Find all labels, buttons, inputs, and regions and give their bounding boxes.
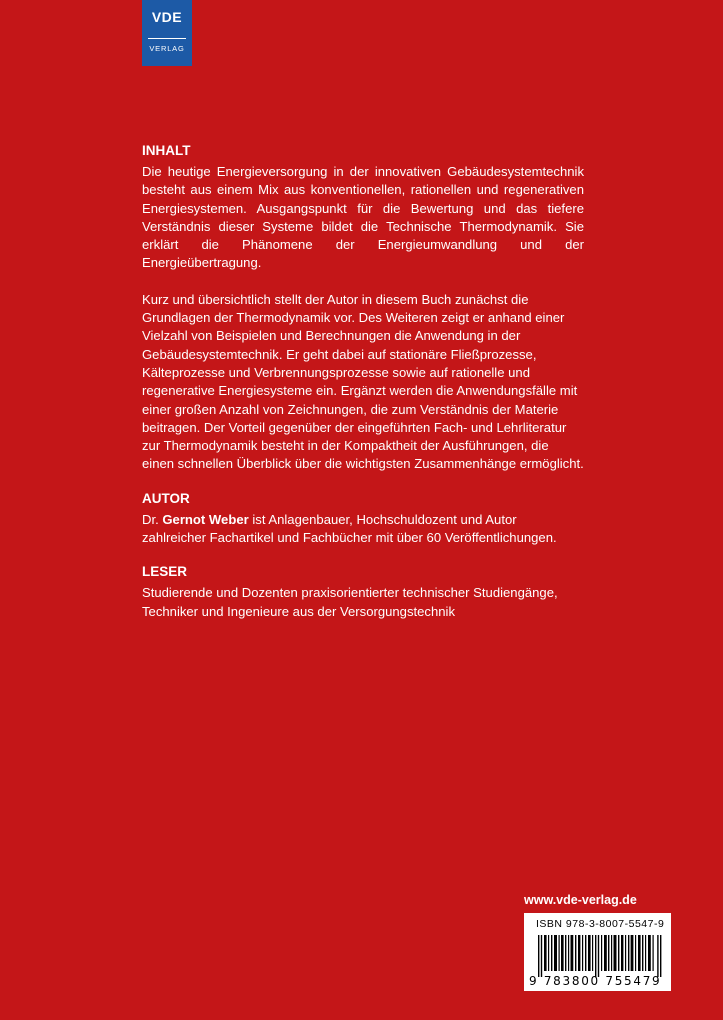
logo-brand: VDE [151,9,183,25]
heading-autor: AUTOR [142,490,190,506]
vde-verlag-logo [142,0,192,66]
leser-paragraph: Studierende und Dozenten praxisorientierter technischer Studiengänge, Techniker und Ingenieure aus der Versorgungstechnik [142,585,558,619]
back-cover-text [142,142,584,621]
autor-paragraph [142,511,584,548]
barcode-digits: 9 783800 755479 [529,974,662,988]
barcode-icon [538,935,662,977]
heading-inhalt: INHALT [142,143,191,158]
logo-divider [148,38,186,39]
heading-leser: LESER [142,564,188,580]
publisher-website: www.vde-verlag.de [524,893,637,907]
autor-prefix: Dr. [142,511,159,527]
isbn-barcode [524,913,671,991]
autor-name: Gernot Weber [162,511,249,527]
logo-sub: VERLAG [149,44,185,53]
inhalt-paragraph-1: Die heutige Energieversorgung in der innovativen Gebäudesystemtechnik besteht aus einem Mix aus konventionellen, rationellen und regenerativen Energiesystemen. Ausgangspunkt für die Bewertung und das tiefere Verständnis dieser Systeme bildet die Technische Thermodynamik. Sie erklärt die Phänomene der Energieumwandlung und der Energieübertragung. [142,164,584,271]
autor-text: ist Anlagenbauer, Hochschuldozent und Autor zahlreicher Fachartikel und Fachbücher mit über 60 Veröffentlichungen. [142,511,557,546]
isbn-number: ISBN 978-3-8007-5547-9 [536,918,665,930]
inhalt-paragraph-2: Kurz und übersichtlich stellt der Autor in diesem Buch zunächst die Grundlagen der Thermodynamik vor. Des Weiteren zeigt er anhand einer Vielzahl von Beispielen und Berechnungen die Anwendung in der Gebäudesystemtechnik. Er geht dabei auf stationäre Fließprozesse, Kälteprozesse und Verbrennungsprozesse sowie auf rationelle und regenerative Energiesysteme ein. Ergänzt werden die Anwendungsfälle mit einer großen Anzahl von Zeichnungen, die zum Verständnis der Materie beitragen. Der Vorteil gegenüber der eingeführten Fach- und Lehrliteratur zur Thermodynamik besteht in der Kompaktheit der Ausführungen, die einen schnellen Überblick über die wichtigsten Zusammenhänge ermöglicht. [142,291,584,472]
